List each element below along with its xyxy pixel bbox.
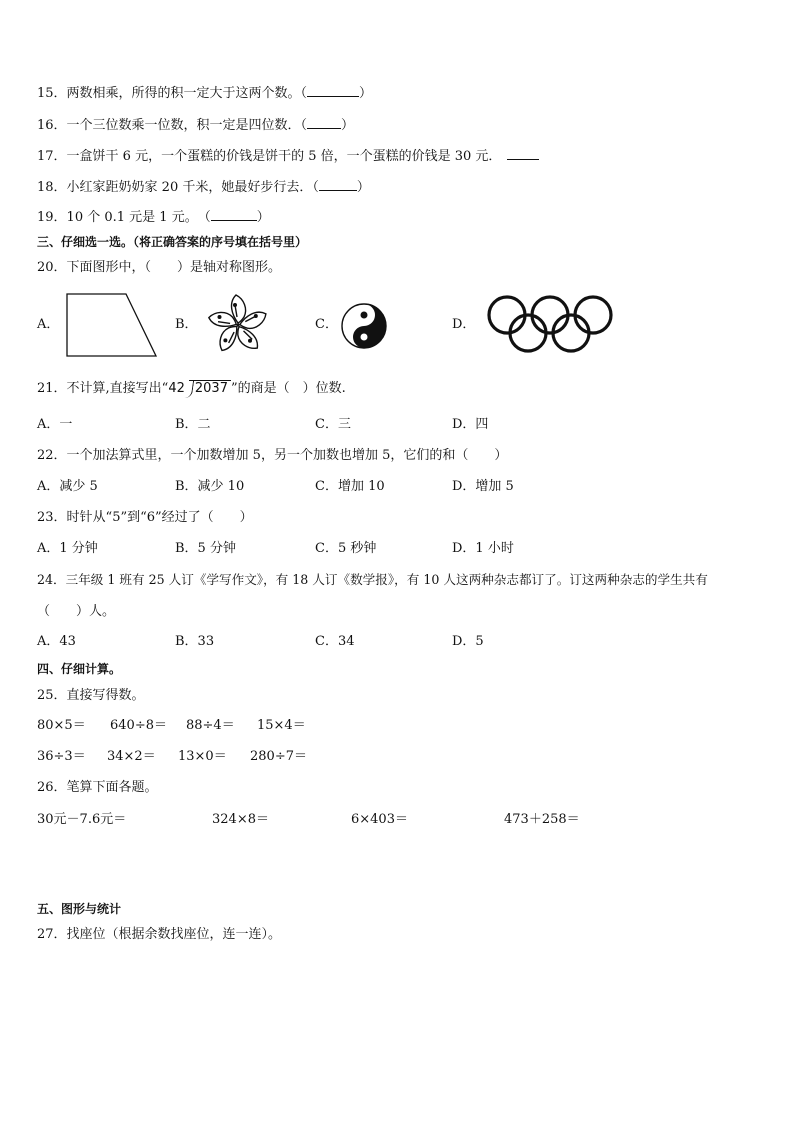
- mental-math-item: 36÷3＝: [37, 749, 86, 764]
- close-paren: ）: [256, 210, 270, 225]
- olympic-rings-icon[interactable]: [483, 293, 617, 357]
- question-22-text: 22．一个加法算式里，一个加数增加 5，另一个加数也增加 5，它们的和（ ）: [37, 448, 508, 463]
- option-a-label: A．: [37, 317, 60, 332]
- question-16-text: 16．一个三位数乘一位数，积一定是四位数．（: [37, 118, 308, 133]
- question-20-text: 20．下面图形中，（ ）是轴对称图形。: [37, 260, 282, 275]
- mental-math-item: 640÷8＝: [110, 718, 167, 733]
- written-calc-item: 6×403＝: [351, 812, 408, 827]
- q23-option-d[interactable]: D．1 小时: [452, 541, 514, 556]
- close-paren: ）: [356, 180, 370, 195]
- question-26-text: 26．笔算下面各题。: [37, 780, 158, 795]
- dividend: 2037: [194, 381, 228, 396]
- q21-option-b[interactable]: B．二: [175, 417, 211, 432]
- question-17-text: 17．一盒饼干 6 元，一个蛋糕的价钱是饼干的 5 倍，一个蛋糕的价钱是 30 元．: [37, 149, 502, 164]
- option-d-label: D．: [452, 317, 476, 332]
- trapezoid-shape[interactable]: [64, 292, 160, 358]
- q21-option-c[interactable]: C．三: [315, 417, 351, 432]
- mental-math-item: 88÷4＝: [186, 718, 235, 733]
- question-17: [37, 147, 539, 165]
- question-19: [37, 208, 270, 226]
- q24-option-b[interactable]: B．33: [175, 634, 215, 649]
- bauhinia-flower-icon[interactable]: [204, 292, 272, 358]
- q22-option-d[interactable]: D．增加 5: [452, 479, 514, 494]
- long-division-bracket: [189, 380, 231, 397]
- question-23-text: 23．时针从“5”到“6”经过了（ ）: [37, 510, 253, 525]
- written-calc-item: 473＋258＝: [504, 812, 580, 827]
- question-15: [37, 84, 372, 102]
- answer-blank[interactable]: [211, 208, 257, 221]
- q22-option-b[interactable]: B．减少 10: [175, 479, 245, 494]
- option-c-label: C．: [315, 317, 338, 332]
- question-21-suffix: ”的商是（ ）位数.: [230, 381, 346, 396]
- question-21-prefix: 21．不计算,直接写出“: [37, 381, 169, 396]
- mental-math-item: 13×0＝: [178, 749, 227, 764]
- answer-blank[interactable]: [307, 116, 341, 129]
- question-27-text: 27．找座位（根据余数找座位，连一连）。: [37, 927, 282, 942]
- close-paren: ）: [341, 118, 355, 133]
- q23-option-c[interactable]: C．5 秒钟: [315, 541, 377, 556]
- written-calc-item: 30元－7.6元＝: [37, 812, 127, 827]
- q24-option-d[interactable]: D．5: [452, 634, 484, 649]
- question-19-text: 19．10 个 0.1 元是 1 元。 （: [37, 210, 211, 225]
- yin-yang-icon[interactable]: [340, 302, 388, 350]
- question-15-text: 15．两数相乘，所得的积一定大于这两个数。（: [37, 86, 308, 101]
- q22-option-c[interactable]: C．增加 10: [315, 479, 385, 494]
- answer-blank[interactable]: [507, 147, 539, 160]
- q24-option-c[interactable]: C．34: [315, 634, 355, 649]
- section-4-heading: 四、仔细计算。: [37, 662, 122, 676]
- q23-option-a[interactable]: A．1 分钟: [37, 541, 98, 556]
- question-21: [37, 380, 346, 397]
- q23-option-b[interactable]: B．5 分钟: [175, 541, 236, 556]
- q21-option-a[interactable]: A．一: [37, 417, 73, 432]
- question-25-text: 25．直接写得数。: [37, 688, 145, 703]
- close-paren: ）: [359, 86, 373, 101]
- answer-blank[interactable]: [319, 178, 357, 191]
- divisor: 42: [168, 381, 185, 396]
- question-16: [37, 116, 354, 134]
- mental-math-item: 34×2＝: [107, 749, 156, 764]
- q21-option-d[interactable]: D．四: [452, 417, 489, 432]
- mental-math-item: 280÷7＝: [250, 749, 307, 764]
- mental-math-item: 80×5＝: [37, 718, 86, 733]
- question-18-text: 18．小红家距奶奶家 20 千米，她最好步行去．（: [37, 180, 319, 195]
- question-24-line-2: （ ）人。: [37, 604, 116, 619]
- written-calc-item: 324×8＝: [212, 812, 269, 827]
- section-5-heading: 五、图形与统计: [37, 902, 122, 916]
- q24-option-a[interactable]: A．43: [37, 634, 76, 649]
- option-b-label: B．: [175, 317, 198, 332]
- mental-math-item: 15×4＝: [257, 718, 306, 733]
- answer-blank[interactable]: [307, 84, 359, 97]
- question-24-line-1: 24．三年级 1 班有 25 人订《学写作文》，有 18 人订《数学报》，有 10 人这两种杂志都订了。订这两种杂志的学生共有: [37, 572, 708, 587]
- q22-option-a[interactable]: A．减少 5: [37, 479, 98, 494]
- section-3-heading: 三、仔细选一选。（将正确答案的序号填在括号里）: [37, 235, 308, 249]
- question-18: [37, 178, 370, 196]
